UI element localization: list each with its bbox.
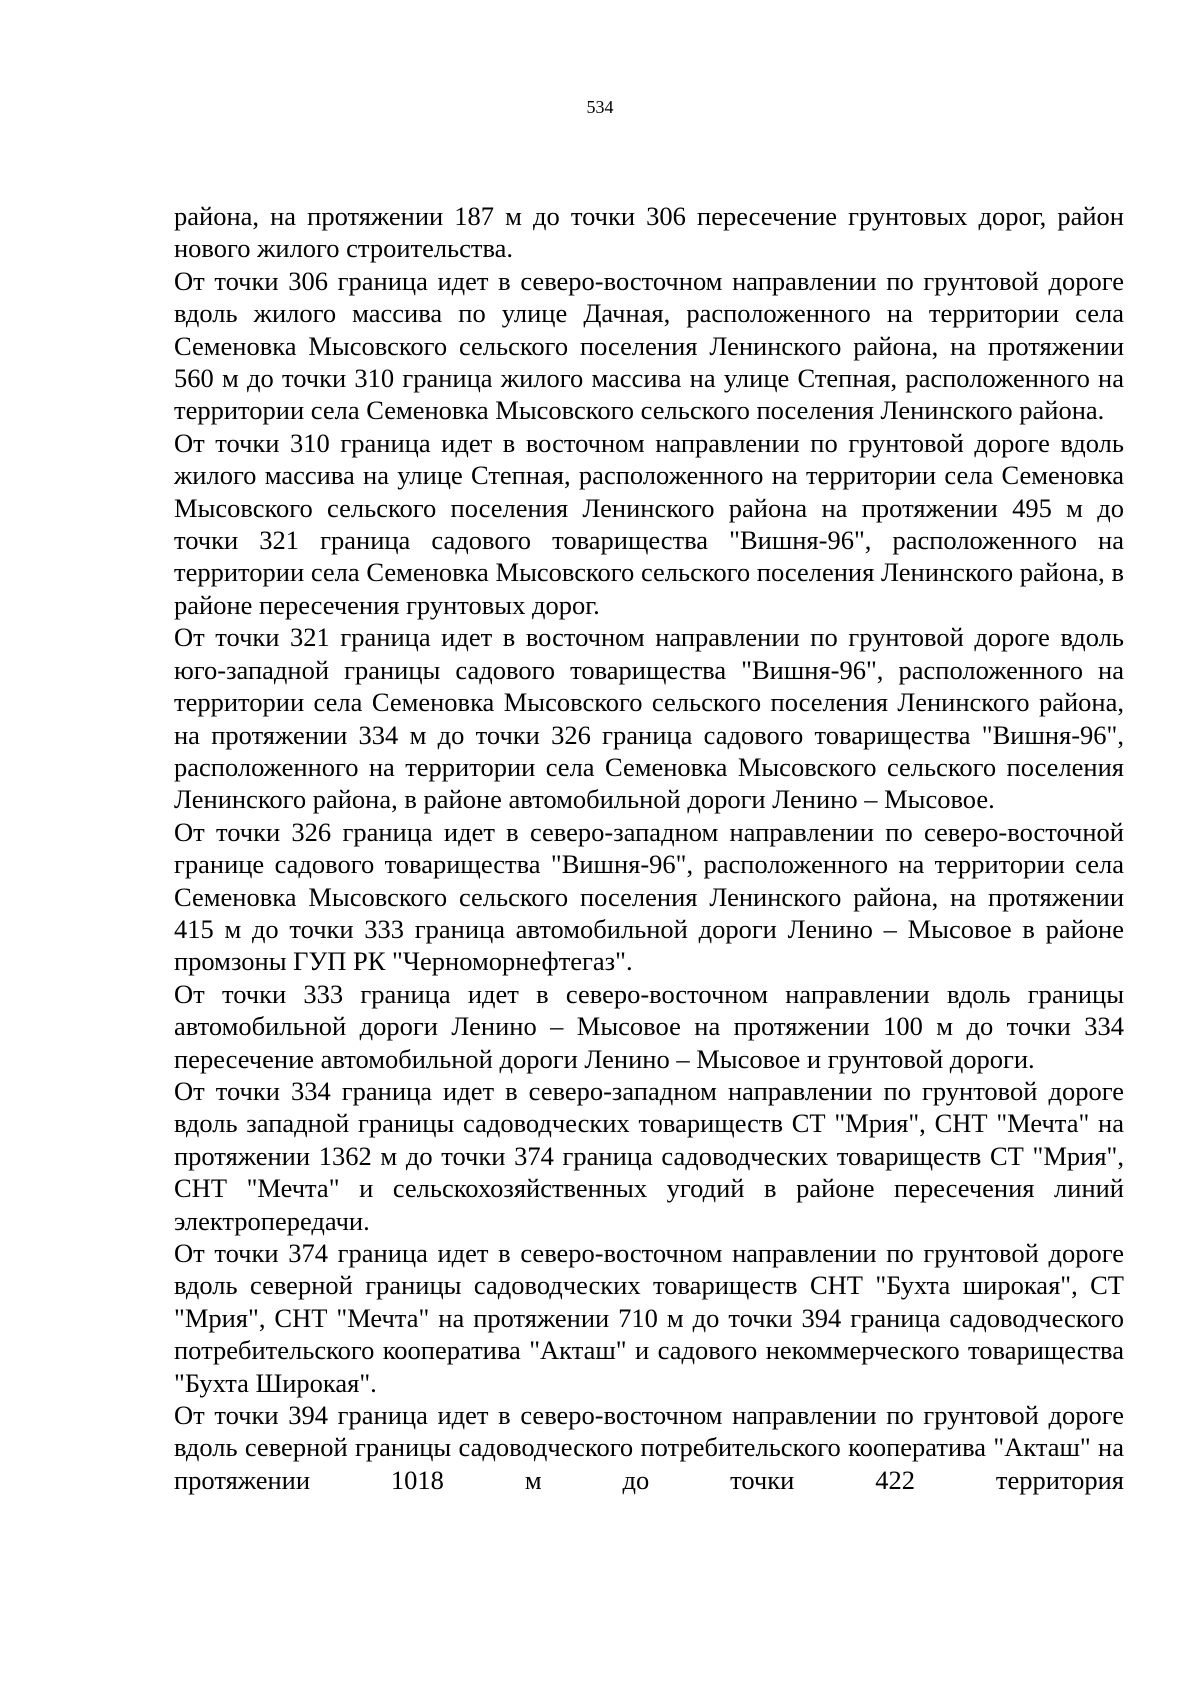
paragraph: От точки 321 граница идет в восточном направлении по грунтовой дороге вдоль юго-западной границы садового товарищества "Вишня-96", расположенного на территории села Семеновка Мысовского сельского поселения Ленинского района, на протяжении 334 м до точки 326 граница садового товарищества "Вишня-96", расположенного на территории села Семеновка Мысовского сельского поселения Ленинского района, в районе автомобильной дороги Ленино – Мысовое. — [174, 622, 1124, 815]
paragraph: От точки 374 граница идет в северо-восточном направлении по грунтовой дороге вдоль северной границы садоводческих товариществ СНТ "Бухта широкая", СТ "Мрия", СНТ "Мечта" на протяжении 710 м до точки 394 граница садоводческого потребительского кооператива "Акташ" и садового некоммерческого товарищества "Бухта Широкая". — [174, 1238, 1124, 1398]
paragraph: района, на протяжении 187 м до точки 306 пересечение грунтовых дорог, район нового жилого строительства. — [174, 201, 1124, 264]
paragraph: От точки 334 граница идет в северо-западном направлении по грунтовой дороге вдоль западной границы садоводческих товариществ СТ "Мрия", СНТ "Мечта" на протяжении 1362 м до точки 374 граница садоводческих товариществ СТ "Мрия", СНТ "Мечта" и сельскохозяйственных угодий в районе пересечения линий электропередачи. — [174, 1075, 1124, 1236]
page-number: 534 — [586, 97, 614, 117]
paragraph: От точки 333 граница идет в северо-восточном направлении вдоль границы автомобильной дороги Ленино – Мысовое на протяжении 100 м до точки 334 пересечение автомобильной дороги Ленино – Мысовое и грунтовой дороги. — [174, 978, 1124, 1074]
document-body — [174, 200, 1124, 1496]
paragraph: От точки 310 граница идет в восточном направлении по грунтовой дороге вдоль жилого массива на улице Степная, расположенного на территории села Семеновка Мысовского сельского поселения Ленинского района на протяжении 495 м до точки 321 граница садового товарищества "Вишня-96", расположенного на территории села Семеновка Мысовского сельского поселения Ленинского района, в районе пересечения грунтовых дорог. — [174, 427, 1124, 620]
paragraph: От точки 326 граница идет в северо-западном направлении по северо-восточной границе садового товарищества "Вишня-96", расположенного на территории села Семеновка Мысовского сельского поселения Ленинского района, на протяжении 415 м до точки 333 граница автомобильной дороги Ленино – Мысовое в районе промзоны ГУП РК "Черноморнефтегаз". — [174, 816, 1124, 977]
paragraph: От точки 306 граница идет в северо-восточном направлении по грунтовой дороге вдоль жилого массива по улице Дачная, расположенного на территории села Семеновка Мысовского сельского поселения Ленинского района, на протяжении 560 м до точки 310 граница жилого массива на улице Степная, расположенного на территории села Семеновка Мысовского сельского поселения Ленинского района. — [174, 265, 1124, 426]
paragraph: От точки 394 граница идет в северо-восточном направлении по грунтовой дороге вдоль северной границы садоводческого потребительского кооператива "Акташ" на протяжении 1018 м до точки 422 территория — [174, 1400, 1124, 1495]
